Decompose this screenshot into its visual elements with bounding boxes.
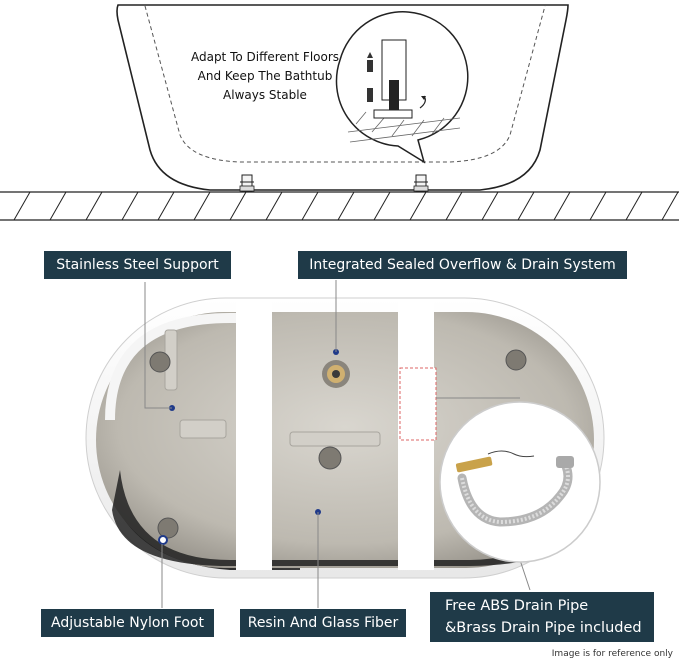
label-foot-text: Adjustable Nylon Foot xyxy=(51,615,204,631)
label-overflow-text: Integrated Sealed Overflow & Drain System xyxy=(309,257,616,273)
callout-line-3: Always Stable xyxy=(223,88,307,102)
label-stainless-steel-support xyxy=(44,251,231,279)
label-overflow-drain-system xyxy=(298,251,627,279)
reference-note: Image is for reference only xyxy=(551,649,673,659)
callout-line-2: And Keep The Bathtub xyxy=(197,69,333,83)
label-resin-text: Resin And Glass Fiber xyxy=(247,615,399,631)
label-drain-line-1: Free ABS Drain Pipe xyxy=(445,598,589,614)
drain-pipe-inset xyxy=(440,402,600,562)
tub-slat-1 xyxy=(236,300,272,570)
label-adjustable-nylon-foot xyxy=(41,609,214,637)
label-drain-line-2: &Brass Drain Pipe included xyxy=(445,620,642,636)
overflow-drain xyxy=(322,360,350,388)
callout-line-1: Adapt To Different Floors xyxy=(190,50,340,64)
label-stainless-text: Stainless Steel Support xyxy=(56,257,219,273)
label-resin-glass-fiber xyxy=(240,609,406,637)
label-drain-pipe-included xyxy=(430,592,654,642)
foot-marker xyxy=(159,536,167,544)
overflow-dashed-box xyxy=(400,368,436,440)
